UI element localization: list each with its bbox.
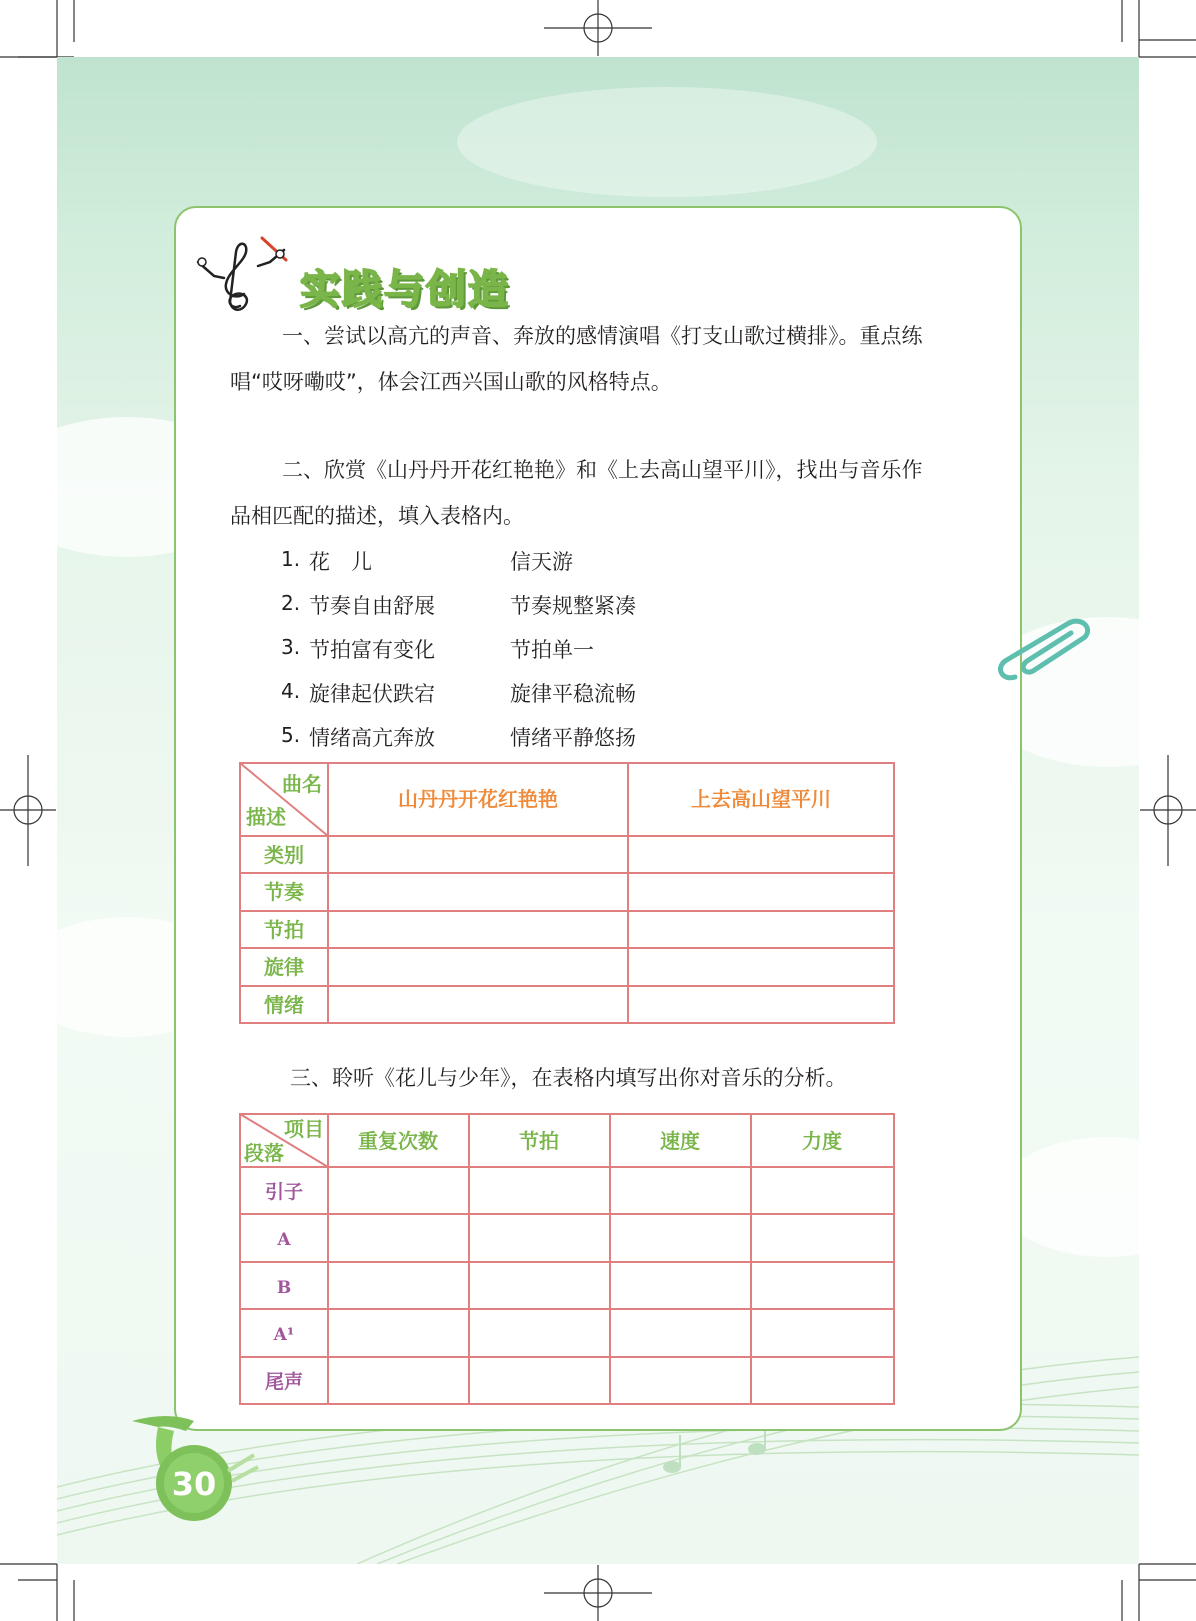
task1-line2: 唱“哎呀嘞哎”，体会江西兴国山歌的风格特点。	[230, 370, 672, 394]
table2-row-label: 引子	[264, 1181, 304, 1203]
option-number: 1.	[281, 547, 301, 571]
table2-col-header: 重复次数	[358, 1129, 438, 1153]
song-description-table	[238, 761, 898, 1027]
table1-corner-bottom: 描述	[246, 805, 286, 829]
table1-row-label: 节拍	[264, 918, 304, 942]
table2-col-header: 速度	[660, 1129, 700, 1153]
paper-clip-icon	[997, 615, 1097, 695]
task1-line1: 一、尝试以高亢的声音、奔放的感情演唱《打支山歌过横排》。重点练	[282, 324, 923, 348]
option-a: 节奏自由舒展	[309, 594, 435, 618]
table2-col-header: 节拍	[519, 1129, 559, 1153]
task1-paragraph	[230, 313, 970, 405]
task2-paragraph	[230, 447, 970, 539]
option-b: 情绪平静悠扬	[510, 726, 636, 750]
table1-row-label: 情绪	[264, 993, 304, 1017]
table1-row-label: 节奏	[264, 880, 304, 904]
option-number: 4.	[281, 679, 301, 703]
table1-corner-top: 曲名	[282, 772, 322, 796]
task3-line: 三、聆听《花儿与少年》，在表格内填写出你对音乐的分析。	[290, 1066, 847, 1090]
table1-col-header: 上去高山望平川	[691, 787, 831, 811]
table1-row-label: 类别	[264, 843, 304, 867]
option-number: 2.	[281, 591, 301, 615]
french-horn-page-icon	[128, 1415, 268, 1535]
table2-row-label: A¹	[273, 1325, 295, 1345]
option-b: 旋律平稳流畅	[510, 682, 636, 706]
option-a: 情绪高亢奔放	[309, 726, 435, 750]
table2-corner-bottom: 段落	[244, 1141, 284, 1165]
page-number: 30	[171, 1465, 217, 1503]
music-analysis-table	[238, 1112, 898, 1408]
table2-row-label: A	[277, 1230, 291, 1250]
table2-corner-top: 项目	[284, 1117, 324, 1141]
task2-line2: 品相匹配的描述，填入表格内。	[230, 504, 524, 528]
option-number: 5.	[281, 723, 301, 747]
option-a: 花 儿	[309, 550, 372, 574]
table2-row-label: 尾声	[264, 1371, 304, 1393]
table2-col-header: 力度	[802, 1129, 842, 1153]
table1-row-label: 旋律	[264, 955, 304, 979]
option-a: 节拍富有变化	[309, 638, 435, 662]
option-b: 节奏规整紧凑	[510, 594, 636, 618]
option-a: 旋律起伏跌宕	[309, 682, 435, 706]
task2-line1: 二、欣赏《山丹丹开花红艳艳》和《上去高山望平川》，找出与音乐作	[282, 458, 923, 482]
option-b: 信天游	[510, 550, 573, 574]
table1-col-header: 山丹丹开花红艳艳	[398, 787, 558, 811]
option-b: 节拍单一	[510, 638, 594, 662]
section-title: 实践与创造	[300, 267, 510, 313]
treble-clef-conductor-icon	[192, 232, 292, 316]
option-number: 3.	[281, 635, 301, 659]
table2-row-label: B	[276, 1278, 292, 1298]
